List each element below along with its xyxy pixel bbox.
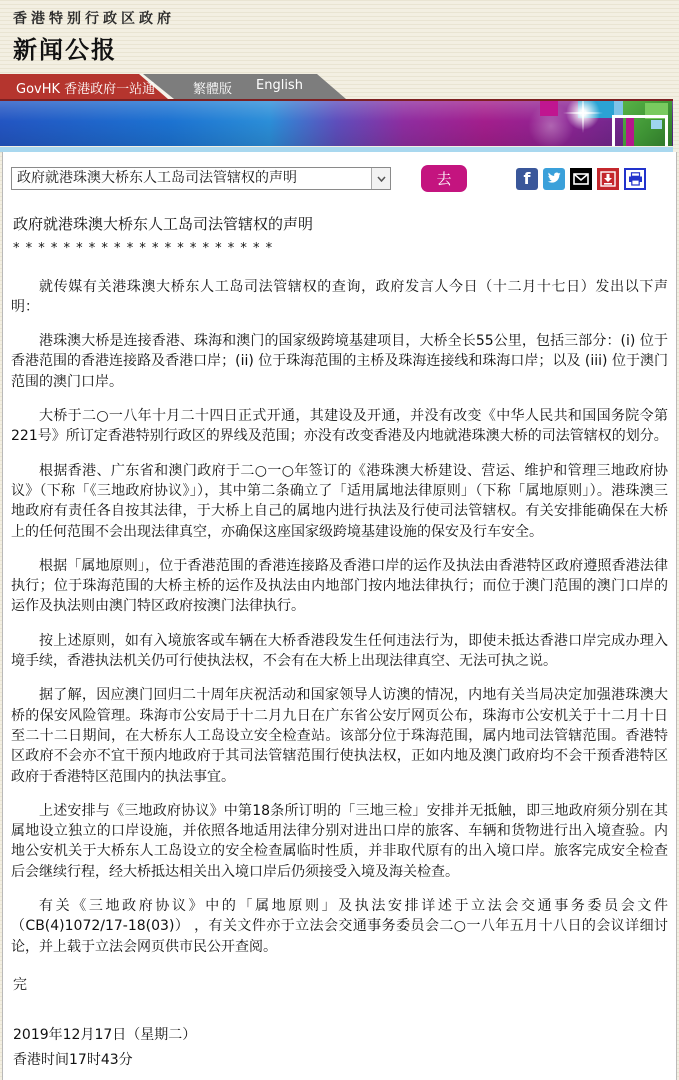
publish-date: 2019年12月17日（星期二）: [13, 1027, 197, 1044]
nav-link-english[interactable]: English: [256, 78, 303, 93]
go-button[interactable]: 去: [421, 165, 467, 192]
nav-link-traditional[interactable]: 繁體版: [193, 82, 233, 97]
press-release-article: [11, 214, 668, 1070]
end-mark: 完: [13, 976, 27, 993]
article-paragraph: 港珠澳大桥是连接香港、珠海和澳门的国家级跨境基建项目，大桥全长55公里，包括三部分：(i) 位于香港范围的香港连接路及香港口岸；(ii) 位于珠海范围的主桥及珠海连接线和珠海口岸；以及 (iii) 位于澳门范围的澳门口岸。: [11, 333, 668, 390]
email-icon[interactable]: [570, 168, 592, 190]
toolbar: [11, 165, 668, 192]
chevron-down-icon[interactable]: [371, 168, 390, 189]
twitter-icon[interactable]: [543, 168, 565, 190]
banner-graphic: [0, 101, 673, 146]
article-paragraph: 有关《三地政府协议》中的「属地原则」及执法安排详述于立法会交通事务委员会文件 （CB(4)1072/17-18(03)） ，有关文件亦于立法会交通事务委员会二○一八年五月十八日的会议详细讨论，并上载于立法会网页供市民公开查阅。: [11, 898, 668, 955]
facebook-icon[interactable]: f: [516, 168, 538, 190]
article-paragraph: 就传媒有关港珠澳大桥东人工岛司法管辖权的查询，政府发言人今日（十二月十七日）发出以下声明：: [11, 278, 668, 315]
share-icons: [516, 168, 646, 190]
page-title: 新闻公报: [13, 36, 117, 64]
print-icon[interactable]: [624, 168, 646, 190]
government-name: 香港特别行政区政府: [13, 11, 175, 27]
press-release-select-value: 政府就港珠澳大桥东人工岛司法管辖权的声明: [17, 170, 297, 186]
title-underline: * * * * * * * * * * * * * * * * * * * * *: [13, 240, 274, 256]
banner-starburst-icon: [563, 101, 603, 133]
page-header: [0, 0, 679, 67]
publish-time: 香港时间17时43分: [13, 1051, 133, 1068]
article-paragraph: 根据香港、广东省和澳门政府于二○一○年签订的《港珠澳大桥建设、营运、维护和管理三地政府协议》（下称「《三地政府协议》」），其中第二条确立了「适用属地法律原则」（下称「属地原则」）。港珠澳三地政府有责任各自按其法律，于大桥上自己的属地内进行执法及行使司法管辖权。有关安排能确保在大桥上的任何范围不会出现法律真空，亦确保这座国家级跨境基建设施的保安及行车安全。: [11, 462, 668, 540]
article-paragraph: 按上述原则，如有入境旅客或车辆在大桥香港段发生任何违法行为，即使未抵达香港口岸完成办理入境手续，香港执法机关仍可行使执法权，不会有在大桥上出现法律真空、无法可执之说。: [11, 632, 668, 670]
banner-white-frame: [612, 115, 668, 146]
nav-link-govhk[interactable]: GovHK 香港政府一站通: [16, 82, 156, 97]
article-body: [11, 277, 668, 957]
save-icon[interactable]: [597, 168, 619, 190]
press-release-select[interactable]: [11, 167, 391, 190]
article-title: 政府就港珠澳大桥东人工岛司法管辖权的声明: [13, 215, 314, 233]
article-paragraph: 上述安排与《三地政府协议》中第18条所订明的「三地三检」安排并无抵触，即三地政府须分别在其属地设立独立的口岸设施，并依照各地适用法律分别对进出口岸的旅客、车辆和货物进行出入境查验。内地公安机关于大桥东人工岛设立的安全检查属临时性质，并非取代原有的出入境口岸。旅客完成安全检查后会继续行程，经大桥抵达相关出入境口岸后仍须接受入境及海关检查。: [11, 802, 668, 880]
nav-bar: [0, 74, 679, 99]
content-area: [2, 152, 677, 1080]
article-paragraph: 大桥于二○一八年十月二十四日正式开通，其建设及开通，并没有改变《中华人民共和国国务院令第221号》所订定香港特别行政区的界线及范围；亦没有改变香港及内地就港珠澳大桥的司法管辖权的划分。: [11, 408, 668, 445]
banner-magenta-square: [540, 101, 558, 116]
banner: [0, 99, 673, 152]
article-paragraph: 根据「属地原则」，位于香港范围的香港连接路及香港口岸的运作及执法由香港特区政府遵照香港法律执行；位于珠海范围的大桥主桥的运作及执法由内地部门按内地法律执行；而位于澳门范围的澳门口岸的运作及执法则由澳门特区政府按澳门法律执行。: [11, 557, 668, 615]
article-paragraph: 据了解，因应澳门回归二十周年庆祝活动和国家领导人访澳的情况，内地有关当局决定加强港珠澳大桥的保安风险管理。珠海市公安局于十二月九日在广东省公安厅网页公布，珠海市公安机关于十二月十日至二十二日期间，在大桥东人工岛设立安全检查站。该部分位于珠海范围，属内地司法管辖范围。香港特区政府不会亦不宜干预内地政府于其司法管辖范围行使执法权，正如内地及澳门政府均不会干预香港特区政府于香港特区范围内的执法事宜。: [11, 687, 668, 785]
